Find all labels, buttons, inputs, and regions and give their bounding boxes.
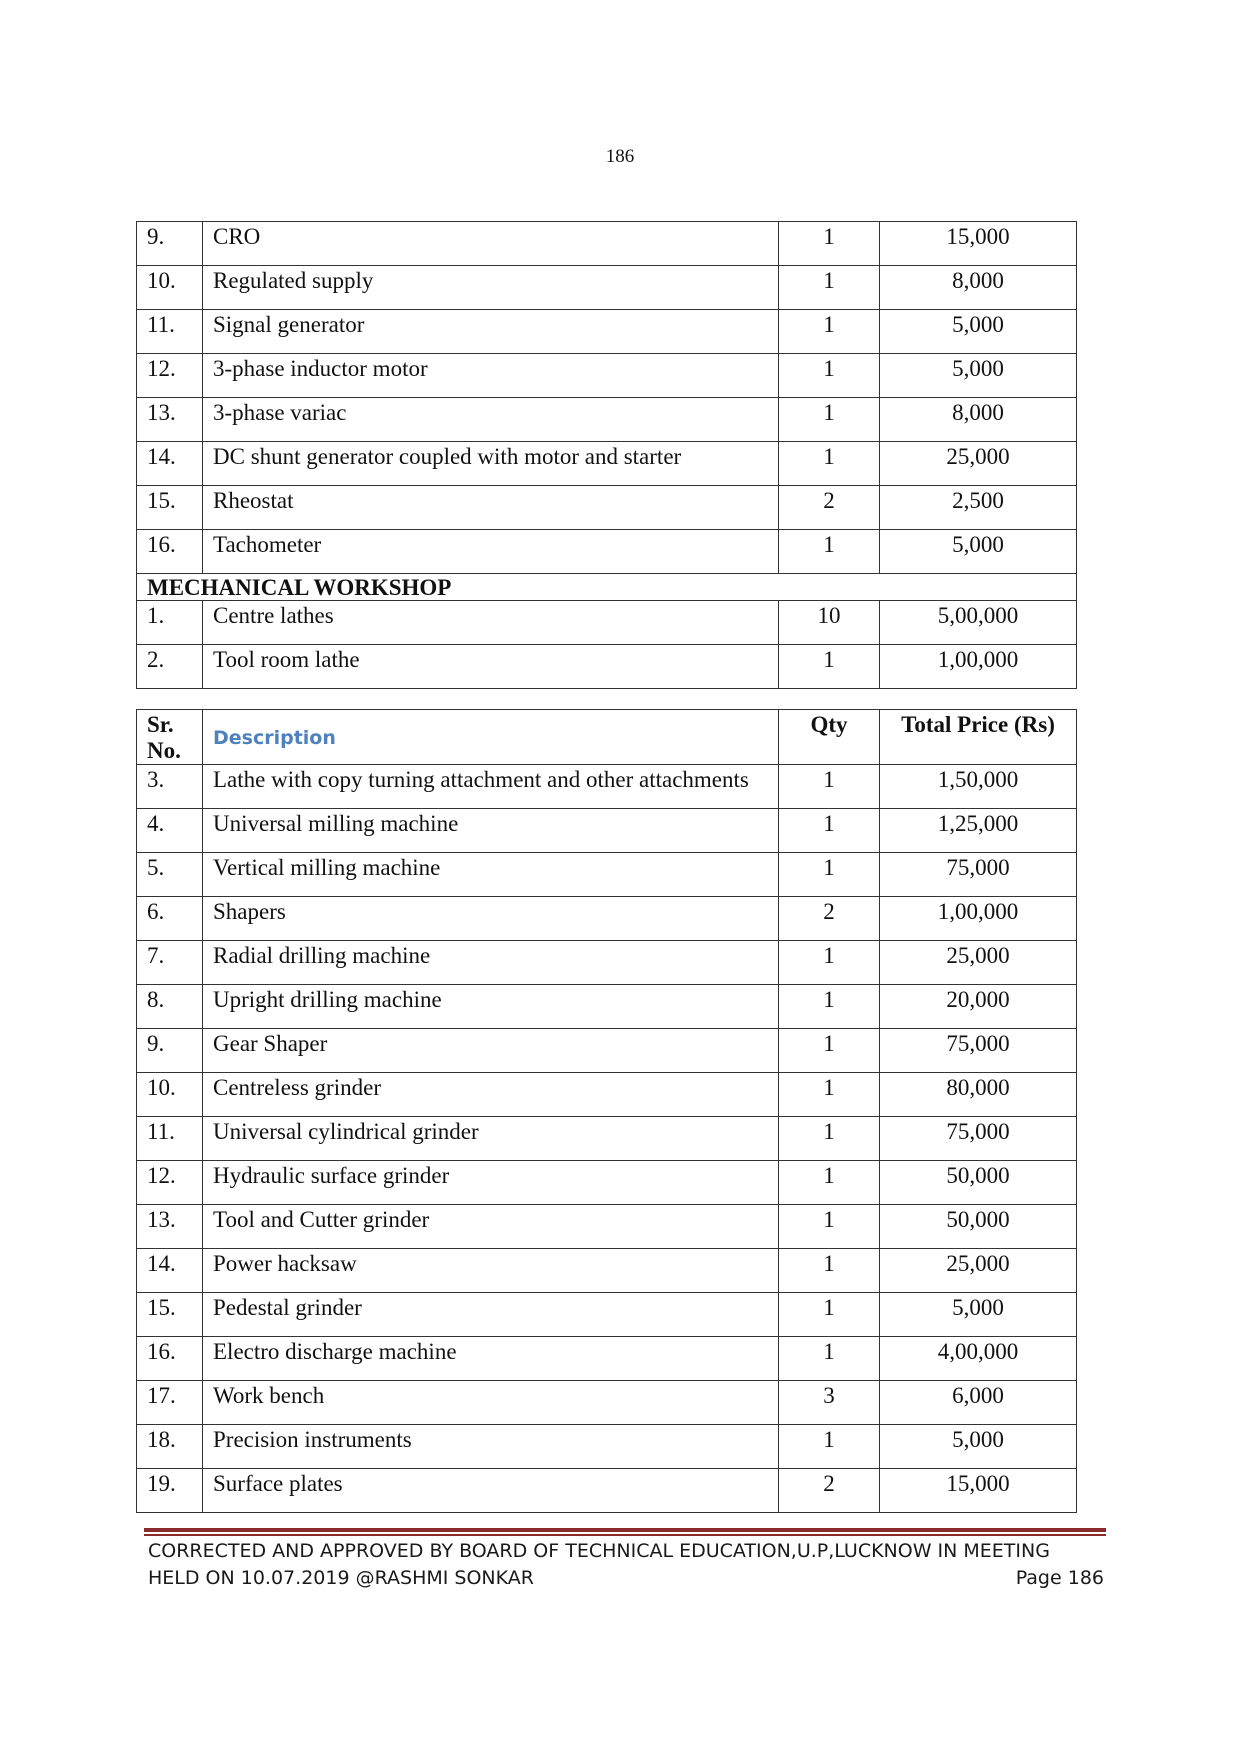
qty-cell: 1 (779, 645, 880, 689)
price-cell: 5,000 (880, 310, 1077, 354)
qty-cell: 2 (779, 1469, 880, 1513)
description-cell: Tool room lathe (203, 645, 779, 689)
table-row (137, 897, 1077, 941)
price-cell: 5,000 (880, 530, 1077, 574)
sr-no-cell: 14. (137, 1249, 203, 1293)
sr-no-cell: 16. (137, 530, 203, 574)
price-cell: 8,000 (880, 398, 1077, 442)
qty-cell: 1 (779, 765, 880, 809)
footer-line-2-row (148, 1565, 1104, 1592)
description-cell: Lathe with copy turning attachment and other attachments (203, 765, 779, 809)
description-cell: DC shunt generator coupled with motor and starter (203, 442, 779, 486)
description-cell: Centreless grinder (203, 1073, 779, 1117)
description-cell: Pedestal grinder (203, 1293, 779, 1337)
sr-no-cell: 13. (137, 1205, 203, 1249)
description-cell: Power hacksaw (203, 1249, 779, 1293)
description-cell: 3-phase inductor motor (203, 354, 779, 398)
qty-cell: 1 (779, 1073, 880, 1117)
table-row (137, 1117, 1077, 1161)
sr-no-cell: 12. (137, 1161, 203, 1205)
description-cell: Tool and Cutter grinder (203, 1205, 779, 1249)
sr-no-cell: 11. (137, 310, 203, 354)
qty-cell: 1 (779, 1337, 880, 1381)
qty-cell: 1 (779, 1205, 880, 1249)
price-cell: 20,000 (880, 985, 1077, 1029)
footer-line-1: CORRECTED AND APPROVED BY BOARD OF TECHNICAL EDUCATION,U.P,LUCKNOW IN MEETING (148, 1540, 1050, 1562)
section-title: MECHANICAL WORKSHOP (137, 574, 1077, 601)
description-cell: Radial drilling machine (203, 941, 779, 985)
description-cell: Signal generator (203, 310, 779, 354)
price-cell: 6,000 (880, 1381, 1077, 1425)
table-row (137, 1469, 1077, 1513)
page-number: 186 (605, 146, 635, 167)
sr-no-cell: 1. (137, 601, 203, 645)
qty-cell: 2 (779, 897, 880, 941)
description-cell: Rheostat (203, 486, 779, 530)
table-row (137, 530, 1077, 574)
price-cell: 1,25,000 (880, 809, 1077, 853)
table-row (137, 310, 1077, 354)
sr-no-cell: 10. (137, 266, 203, 310)
footer-rule-thin (144, 1534, 1106, 1536)
qty-cell: 1 (779, 310, 880, 354)
qty-cell: 1 (779, 941, 880, 985)
table-row (137, 941, 1077, 985)
description-cell: Centre lathes (203, 601, 779, 645)
qty-cell: 1 (779, 354, 880, 398)
sr-no-cell: 9. (137, 1029, 203, 1073)
sr-no-cell: 10. (137, 1073, 203, 1117)
footer-line-2: HELD ON 10.07.2019 @RASHMI SONKAR (148, 1567, 534, 1589)
table-row (137, 853, 1077, 897)
table-row (137, 266, 1077, 310)
sr-no-cell: 4. (137, 809, 203, 853)
description-cell: Gear Shaper (203, 1029, 779, 1073)
qty-cell: 1 (779, 985, 880, 1029)
sr-no-cell: 15. (137, 486, 203, 530)
qty-cell: 10 (779, 601, 880, 645)
price-cell: 50,000 (880, 1205, 1077, 1249)
qty-cell: 1 (779, 853, 880, 897)
price-cell: 75,000 (880, 853, 1077, 897)
table-row (137, 354, 1077, 398)
equipment-table-1 (136, 221, 1077, 689)
sr-no-cell: 15. (137, 1293, 203, 1337)
price-cell: 50,000 (880, 1161, 1077, 1205)
equipment-table-2 (136, 709, 1077, 1513)
table-row (137, 1029, 1077, 1073)
qty-cell: 1 (779, 530, 880, 574)
table-row (137, 985, 1077, 1029)
qty-cell: 1 (779, 1249, 880, 1293)
table-row (137, 398, 1077, 442)
sr-no-cell: 16. (137, 1337, 203, 1381)
description-cell: Hydraulic surface grinder (203, 1161, 779, 1205)
description-cell: Work bench (203, 1381, 779, 1425)
table-row (137, 765, 1077, 809)
table-row (137, 601, 1077, 645)
table-row (137, 645, 1077, 689)
sr-no-cell: 2. (137, 645, 203, 689)
description-cell: Surface plates (203, 1469, 779, 1513)
price-cell: 15,000 (880, 1469, 1077, 1513)
footer-page-label: Page 186 (1015, 1567, 1104, 1589)
qty-cell: 1 (779, 266, 880, 310)
sr-no-cell: 6. (137, 897, 203, 941)
table-row (137, 1161, 1077, 1205)
header-description: Description (203, 710, 779, 765)
footer-rule-thick (144, 1528, 1106, 1532)
qty-cell: 1 (779, 442, 880, 486)
header-sr-no: Sr. No. (137, 710, 203, 765)
sr-no-cell: 12. (137, 354, 203, 398)
description-cell: CRO (203, 222, 779, 266)
qty-cell: 3 (779, 1381, 880, 1425)
description-cell: Precision instruments (203, 1425, 779, 1469)
sr-no-cell: 17. (137, 1381, 203, 1425)
table-row (137, 442, 1077, 486)
table-row (137, 1381, 1077, 1425)
description-cell: Upright drilling machine (203, 985, 779, 1029)
sr-no-cell: 9. (137, 222, 203, 266)
price-cell: 25,000 (880, 941, 1077, 985)
section-row (137, 574, 1077, 601)
sr-no-cell: 18. (137, 1425, 203, 1469)
price-cell: 25,000 (880, 1249, 1077, 1293)
qty-cell: 1 (779, 398, 880, 442)
price-cell: 1,50,000 (880, 765, 1077, 809)
table-row (137, 1249, 1077, 1293)
price-cell: 75,000 (880, 1117, 1077, 1161)
description-cell: Vertical milling machine (203, 853, 779, 897)
description-cell: Shapers (203, 897, 779, 941)
sr-no-cell: 19. (137, 1469, 203, 1513)
price-cell: 15,000 (880, 222, 1077, 266)
sr-no-cell: 5. (137, 853, 203, 897)
qty-cell: 1 (779, 1117, 880, 1161)
table-row (137, 1073, 1077, 1117)
table-row (137, 1425, 1077, 1469)
price-cell: 8,000 (880, 266, 1077, 310)
price-cell: 5,00,000 (880, 601, 1077, 645)
price-cell: 2,500 (880, 486, 1077, 530)
sr-no-cell: 7. (137, 941, 203, 985)
price-cell: 5,000 (880, 354, 1077, 398)
qty-cell: 1 (779, 1161, 880, 1205)
sr-no-cell: 11. (137, 1117, 203, 1161)
header-qty: Qty (779, 710, 880, 765)
description-cell: Universal milling machine (203, 809, 779, 853)
table-row (137, 486, 1077, 530)
sr-no-cell: 3. (137, 765, 203, 809)
description-cell: Electro discharge machine (203, 1337, 779, 1381)
qty-cell: 1 (779, 222, 880, 266)
qty-cell: 2 (779, 486, 880, 530)
price-cell: 80,000 (880, 1073, 1077, 1117)
description-cell: Regulated supply (203, 266, 779, 310)
price-cell: 75,000 (880, 1029, 1077, 1073)
qty-cell: 1 (779, 1293, 880, 1337)
table-header-row (137, 710, 1077, 765)
qty-cell: 1 (779, 1029, 880, 1073)
sr-no-cell: 14. (137, 442, 203, 486)
qty-cell: 1 (779, 1425, 880, 1469)
table-row (137, 222, 1077, 266)
price-cell: 25,000 (880, 442, 1077, 486)
description-cell: 3-phase variac (203, 398, 779, 442)
table-row (137, 809, 1077, 853)
table-row (137, 1337, 1077, 1381)
price-cell: 1,00,000 (880, 645, 1077, 689)
price-cell: 1,00,000 (880, 897, 1077, 941)
sr-no-cell: 13. (137, 398, 203, 442)
price-cell: 4,00,000 (880, 1337, 1077, 1381)
footer (148, 1538, 1104, 1592)
description-cell: Tachometer (203, 530, 779, 574)
price-cell: 5,000 (880, 1425, 1077, 1469)
header-total-price: Total Price (Rs) (880, 710, 1077, 765)
table-row (137, 1205, 1077, 1249)
description-cell: Universal cylindrical grinder (203, 1117, 779, 1161)
table-row (137, 1293, 1077, 1337)
price-cell: 5,000 (880, 1293, 1077, 1337)
sr-no-cell: 8. (137, 985, 203, 1029)
qty-cell: 1 (779, 809, 880, 853)
